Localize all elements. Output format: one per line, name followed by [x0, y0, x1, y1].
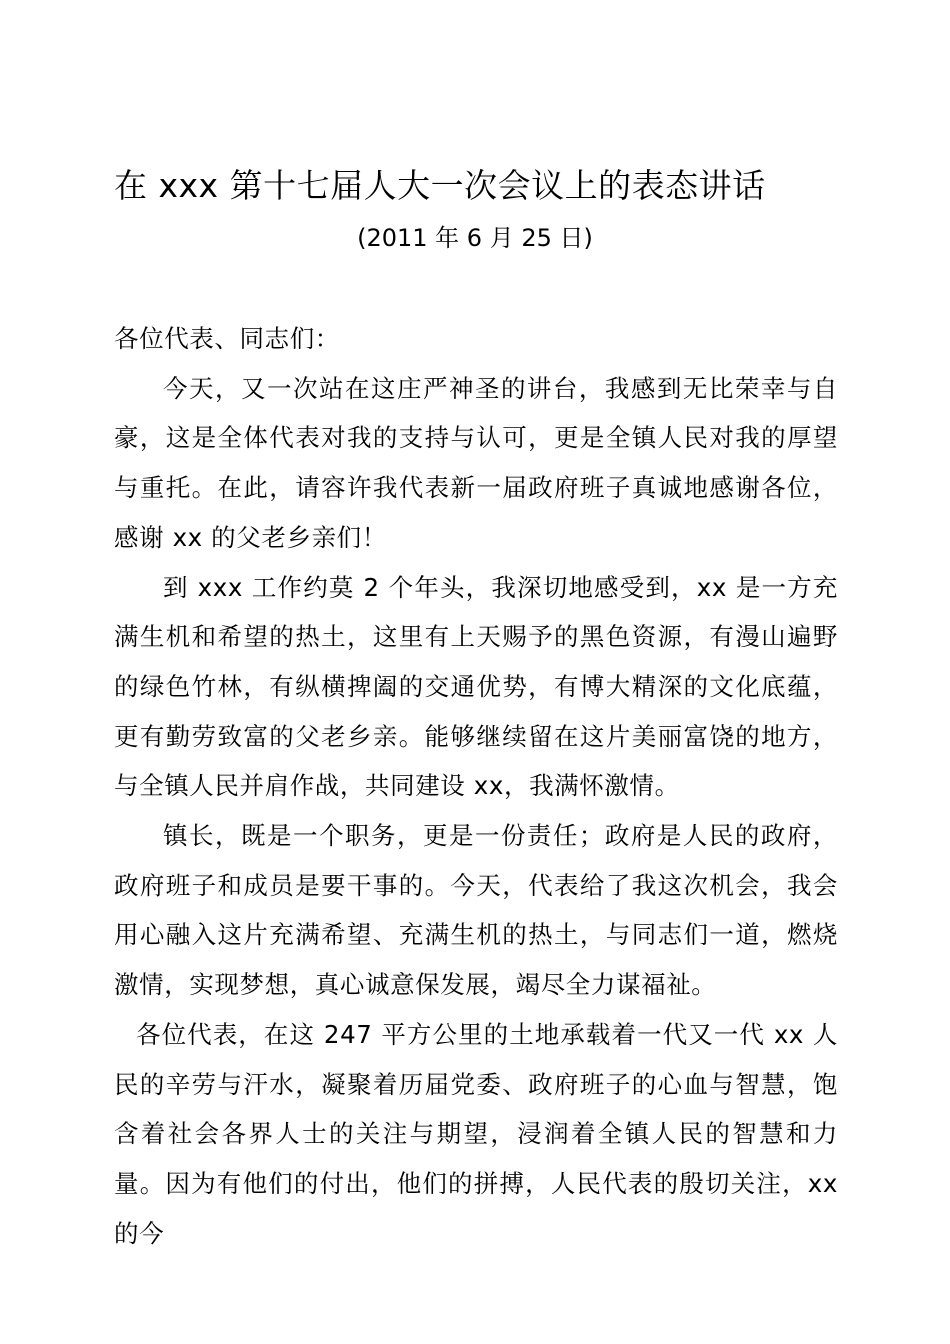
document-date: (2011 年 6 月 25 日) — [357, 224, 593, 252]
document-title: 在 xxx 第十七届人大一次会议上的表态讲话 — [114, 166, 766, 205]
paragraph: 镇长，既是一个职务，更是一份责任；政府是人民的政府，政府班子和成员是要干事的。今天，代表给了我这次机会，我会用心融入这片充满希望、充满生机的热土，与同志们一道，燃烧激情，实现梦想，真心诚意保发展，竭尽全力谋福祉。 — [114, 821, 838, 1000]
paragraph: 到 xxx 工作约莫 2 个年头，我深切地感受到，xx 是一方充满生机和希望的热土，这里有上天赐予的黑色资源，有漫山遍野的绿色竹林，有纵横捭阖的交通优势，有博大精深的文化底蕴，更有勤劳致富的父老乡亲。能够继续留在这片美丽富饶的地方，与全镇人民并肩作战，共同建设 xx，我满怀激情。 — [114, 572, 838, 801]
document-body — [114, 314, 838, 1258]
paragraph: 各位代表，在这 247 平方公里的土地承载着一代又一代 xx 人民的辛劳与汗水，凝聚着历届党委、政府班子的心血与智慧，饱含着社会各界人士的关注与期望，浸润着全镇人民的智慧和力量。因为有他们的付出，他们的拼搏，人民代表的殷切关注，xx 的今 — [114, 1019, 838, 1248]
salutation: 各位代表、同志们： — [114, 324, 340, 353]
paragraph: 今天，又一次站在这庄严神圣的讲台，我感到无比荣幸与自豪，这是全体代表对我的支持与认可，更是全镇人民对我的厚望与重托。在此，请容许我代表新一届政府班子真诚地感谢各位，感谢 xx 的父老乡亲们！ — [114, 373, 838, 552]
